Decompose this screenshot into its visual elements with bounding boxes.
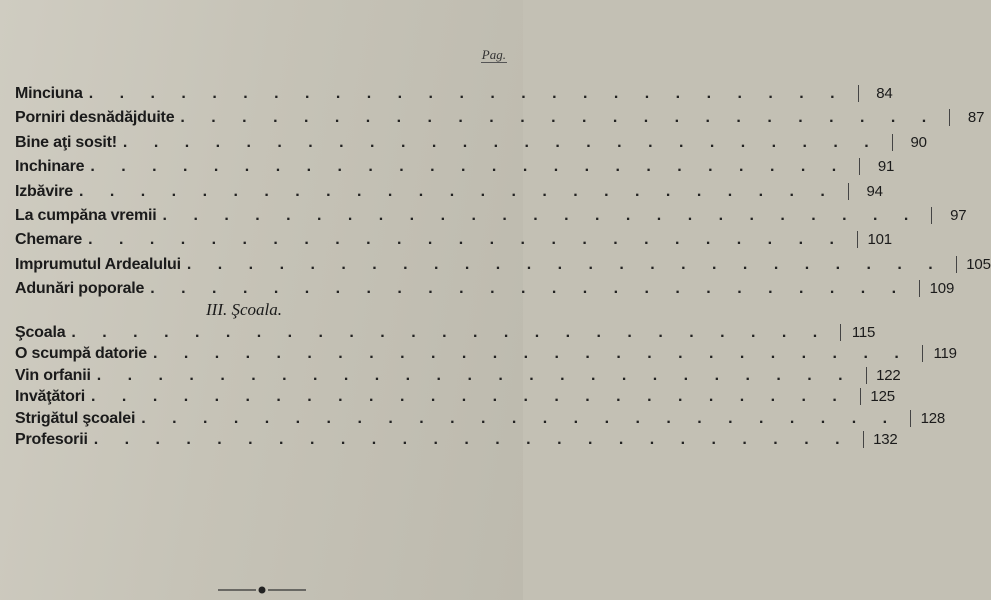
- toc-entry-page: 119: [922, 345, 957, 362]
- toc-entry-page: 87: [949, 109, 984, 126]
- dot-leader: . . . . . . . . . . . . . . . . . . . . . . . . .: [79, 182, 836, 200]
- dot-leader: . . . . . . . . . . . . . . . . . . . . . . . . .: [150, 280, 908, 298]
- dot-leader: . . . . . . . . . . . . . . . . . . . . . . . . .: [186, 255, 944, 273]
- toc-entry-page: 128: [910, 410, 945, 427]
- toc-entry-title: Bine aţi sosit!: [15, 133, 117, 151]
- toc-entry: [15, 324, 876, 345]
- toc-entry-title: Strigătul şcoalei: [15, 409, 136, 427]
- toc-entry-page: 94: [848, 183, 883, 200]
- toc-list-section-2: [15, 85, 991, 305]
- toc-entry-page: 109: [919, 280, 954, 297]
- toc-entry-title: Vin orfanii: [15, 366, 91, 384]
- toc-entry: [15, 255, 991, 280]
- toc-list-section-3: [15, 324, 957, 452]
- toc-entry-title: Imprumutul Ardealului: [15, 255, 181, 273]
- toc-entry-title: Chemare: [15, 231, 83, 249]
- toc-entry: [15, 430, 898, 452]
- toc-entry-page: 97: [931, 207, 966, 224]
- toc-entry-page: 105: [956, 256, 991, 273]
- toc-entry-title: Profesorii: [15, 430, 88, 448]
- toc-entry: [15, 206, 967, 231]
- dot-leader: . . . . . . . . . . . . . . . . . . . . . . . . .: [162, 206, 920, 224]
- toc-entry: [15, 409, 946, 431]
- dot-leader: . . . . . . . . . . . . . . . . . . . . . . . . .: [71, 324, 829, 341]
- toc-entry: [15, 366, 901, 388]
- toc-entry-page: 91: [859, 158, 894, 175]
- toc-entry: [15, 388, 895, 409]
- toc-entry: [15, 85, 893, 109]
- toc-entry-title: La cumpăna vremii: [15, 206, 157, 224]
- dot-leader: . . . . . . . . . . . . . . . . . . . . . . . . .: [91, 388, 848, 406]
- toc-entry: [15, 231, 892, 255]
- dot-leader: . . . . . . . . . . . . . . . . . . . . . . . . .: [152, 345, 910, 363]
- toc-entry: [15, 345, 957, 366]
- toc-entry-title: Izbăvire: [15, 182, 73, 200]
- toc-entry-page: 115: [840, 324, 875, 341]
- dot-leader: . . . . . . . . . . . . . . . . . . . . . . . . .: [88, 231, 845, 249]
- toc-entry: [15, 109, 985, 133]
- ornament-divider: [216, 585, 308, 595]
- toc-entry-title: Inchinare: [15, 158, 85, 176]
- dot-leader: . . . . . . . . . . . . . . . . . . . . . . . . .: [141, 409, 899, 427]
- dot-leader: . . . . . . . . . . . . . . . . . . . . . . . . .: [122, 133, 880, 151]
- toc-entry: [15, 158, 895, 182]
- section-heading: III. Şcoala.: [206, 300, 283, 319]
- toc-entry: [15, 133, 927, 158]
- dot-leader: . . . . . . . . . . . . . . . . . . . . . . . . .: [93, 430, 851, 448]
- toc-entry-title: O scumpă datorie: [15, 345, 147, 363]
- toc-entry-page: 122: [866, 367, 901, 384]
- toc-entry-page: 101: [857, 231, 892, 248]
- toc-entry-title: Şcoala: [15, 324, 66, 341]
- dot-leader: . . . . . . . . . . . . . . . . . . . . . . . . .: [96, 366, 854, 384]
- toc-entry-page: 125: [860, 388, 895, 405]
- toc-entry-title: Porniri desnădăjduite: [15, 109, 175, 127]
- page-column-header: Pag.: [481, 47, 506, 62]
- toc-entry-title: Adunări poporale: [15, 280, 145, 298]
- dot-leader: . . . . . . . . . . . . . . . . . . . . . . . . .: [90, 158, 848, 176]
- dot-leader: . . . . . . . . . . . . . . . . . . . . . . . . .: [180, 109, 938, 127]
- toc-entry-page: 132: [863, 431, 898, 448]
- toc-entry-page: 84: [858, 85, 893, 102]
- toc-entry-title: Invăţători: [15, 388, 86, 406]
- dot-leader: . . . . . . . . . . . . . . . . . . . . . . . . .: [88, 85, 846, 102]
- toc-entry-page: 90: [892, 134, 927, 151]
- toc-entry: [15, 182, 883, 207]
- toc-entry-title: Minciuna: [15, 85, 83, 102]
